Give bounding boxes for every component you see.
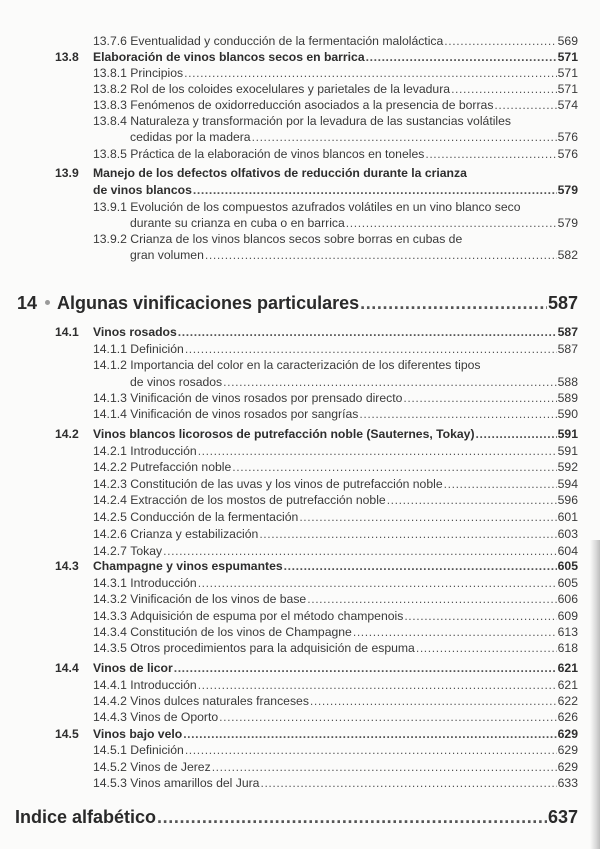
leader-dots [232, 459, 556, 475]
section-page: 621 [557, 661, 578, 675]
entry-title: Crianza de los vinos blancos secos sobre borras en cubas de [130, 232, 463, 246]
entry-number: 14.1.4 [93, 407, 127, 421]
entry-title: Vinos amarillos del Jura [130, 776, 260, 790]
leader-dots [198, 677, 557, 693]
leader-dots [260, 775, 556, 791]
chapter-number: 14 [17, 293, 38, 313]
toc-section[interactable] [0, 726, 600, 742]
toc-section[interactable] [0, 165, 600, 181]
toc-entry[interactable] [0, 693, 600, 709]
leader-dots [205, 247, 557, 263]
entry-title: Principios [130, 66, 184, 80]
leader-dots [360, 292, 547, 314]
toc-entry[interactable] [0, 97, 600, 113]
entry-page: 582 [557, 248, 578, 262]
leader-dots [185, 742, 557, 758]
entry-title-cont: cedidas por la madera [130, 130, 251, 144]
entry-title: Eventualidad y conducción de la fermentación maloláctica [130, 34, 444, 48]
entry-page: 604 [557, 544, 578, 558]
leader-dots [416, 640, 557, 656]
toc-entry-continuation[interactable] [0, 374, 600, 390]
entry-title: Adquisición de espuma por el método champenois [130, 609, 404, 623]
entry-page: 589 [557, 391, 578, 405]
toc-entry-continuation[interactable] [0, 129, 600, 145]
entry-title: Constitución de las uvas y los vinos de putrefacción noble [130, 477, 443, 491]
toc-entry[interactable] [0, 81, 600, 97]
entry-title: Conducción de la fermentación [130, 510, 299, 524]
entry-title: Introducción [130, 444, 197, 458]
entry-title-cont: durante su crianza en cuba o en barrica [130, 216, 345, 230]
leader-dots [212, 759, 557, 775]
entry-title: Fenómenos de oxidorreducción asociados a la presencia de borras [130, 98, 494, 112]
section-number: 13.9 [55, 166, 79, 180]
toc-entry[interactable] [0, 390, 600, 406]
entry-title: Importancia del color en la caracterización de los diferentes tipos [130, 358, 481, 372]
entry-title-cont: de vinos rosados [130, 375, 223, 389]
entry-number: 14.3.5 [93, 641, 127, 655]
section-title: Manejo de los defectos olfativos de reducción durante la crianza [93, 166, 467, 180]
toc-entry[interactable] [0, 459, 600, 475]
entry-title: Constitución de los vinos de Champagne [130, 625, 352, 639]
entry-page: 588 [557, 375, 578, 389]
toc-entry[interactable] [0, 543, 600, 559]
entry-page: 591 [557, 444, 578, 458]
entry-title: Crianza y estabilización [130, 527, 259, 541]
section-number: 13.8 [55, 50, 79, 64]
entry-page: 569 [557, 34, 578, 48]
leader-dots [183, 726, 556, 742]
entry-page: 579 [557, 216, 578, 230]
toc-entry[interactable] [0, 742, 600, 758]
toc-entry-continuation[interactable] [0, 247, 600, 263]
entry-page: 609 [557, 609, 578, 623]
toc-entry[interactable] [0, 406, 600, 422]
entry-page: 626 [557, 710, 578, 724]
entry-page: 594 [557, 477, 578, 491]
section-page: 629 [557, 727, 578, 741]
section-title: Champagne y vinos espumantes [93, 559, 283, 573]
entry-number: 14.5.2 [93, 760, 127, 774]
entry-title: Vinos de Oporto [130, 710, 219, 724]
toc-entry[interactable] [0, 591, 600, 607]
toc-entry[interactable] [0, 341, 600, 357]
toc-entry[interactable] [0, 575, 600, 591]
entry-number: 14.3.4 [93, 625, 127, 639]
leader-dots [353, 624, 557, 640]
leader-dots [404, 608, 556, 624]
entry-number: 14.4.1 [93, 678, 127, 692]
section-number: 14.1 [55, 325, 79, 339]
leader-dots [310, 693, 557, 709]
leader-dots [403, 390, 556, 406]
section-title: Vinos rosados [93, 325, 177, 339]
toc-entry-continuation[interactable] [0, 215, 600, 231]
entry-page: 605 [557, 576, 578, 590]
entry-page: 633 [557, 776, 578, 790]
entry-title: Rol de los coloides exocelulares y parietales de la levadura [130, 82, 451, 96]
leader-dots [444, 476, 557, 492]
section-page: 605 [557, 559, 578, 573]
entry-title: Práctica de la elaboración de vinos blancos en toneles [130, 147, 425, 161]
entry-number: 14.1.3 [93, 391, 127, 405]
leader-dots [157, 806, 547, 828]
entry-page: 601 [557, 510, 578, 524]
index-page: 637 [547, 807, 578, 827]
entry-page: 576 [557, 130, 578, 144]
entry-page: 571 [557, 82, 578, 96]
entry-number: 14.2.6 [93, 527, 127, 541]
entry-number: 14.2.4 [93, 493, 127, 507]
toc-entry[interactable] [0, 357, 600, 373]
section-page: 591 [557, 427, 578, 441]
section-page: 571 [557, 50, 578, 64]
entry-title: Vinificación de los vinos de base [130, 592, 307, 606]
entry-page: 622 [557, 694, 578, 708]
section-title-cont: de vinos blancos [93, 183, 192, 197]
leader-dots [444, 33, 556, 49]
section-page: 579 [557, 183, 578, 197]
leader-dots [366, 49, 557, 65]
toc-entry[interactable] [0, 509, 600, 525]
entry-number: 13.8.5 [93, 147, 127, 161]
leader-dots [346, 215, 557, 231]
entry-title: Tokay [130, 544, 163, 558]
toc-entry[interactable] [0, 113, 600, 129]
entry-title: Extracción de los mostos de putrefacción noble [130, 493, 386, 507]
toc-section[interactable] [0, 324, 600, 340]
index-title: Indice alfabético [15, 807, 157, 827]
toc-section[interactable] [0, 49, 600, 65]
entry-title: Introducción [130, 678, 197, 692]
entry-page: 596 [557, 493, 578, 507]
entry-number: 14.4.3 [93, 710, 127, 724]
entry-title: Definición [130, 342, 184, 356]
toc-entry[interactable] [0, 476, 600, 492]
entry-page: 587 [557, 342, 578, 356]
toc-entry[interactable] [0, 640, 600, 656]
leader-dots [494, 97, 556, 113]
entry-title: Introducción [130, 576, 197, 590]
entry-number: 14.2.5 [93, 510, 127, 524]
toc-entry[interactable] [0, 709, 600, 725]
section-title: Elaboración de vinos blancos secos en barrica [93, 50, 365, 64]
toc-entry[interactable] [0, 624, 600, 640]
chapter-page: 587 [547, 293, 578, 313]
toc-entry[interactable] [0, 65, 600, 81]
toc-section[interactable] [0, 558, 600, 574]
entry-page: 576 [557, 147, 578, 161]
entry-number: 13.9.2 [93, 232, 127, 246]
leader-dots [259, 526, 556, 542]
entry-title: Vinos dulces naturales franceses [130, 694, 309, 708]
section-number: 14.3 [55, 559, 79, 573]
entry-page: 621 [557, 678, 578, 692]
leader-dots [387, 492, 557, 508]
leader-dots [163, 543, 557, 559]
entry-page: 571 [557, 66, 578, 80]
entry-page: 629 [557, 760, 578, 774]
leader-dots [184, 65, 557, 81]
entry-title: Putrefacción noble [130, 460, 232, 474]
bullet-icon [45, 300, 50, 305]
entry-page: 613 [557, 625, 578, 639]
section-title: Vinos blancos licorosos de putrefacción noble (Sauternes, Tokay) [93, 427, 475, 441]
entry-page: 574 [557, 98, 578, 112]
leader-dots [425, 146, 556, 162]
section-title: Vinos de licor [93, 661, 173, 675]
entry-title: Naturaleza y transformación por la levadura de las sustancias volátiles [130, 114, 511, 128]
toc-entry[interactable] [0, 146, 600, 162]
entry-page: 590 [557, 407, 578, 421]
entry-number: 13.8.3 [93, 98, 127, 112]
entry-title-cont: gran volumen [130, 248, 204, 262]
leader-dots [198, 575, 557, 591]
leader-dots [198, 443, 557, 459]
leader-dots [174, 660, 557, 676]
toc-entry[interactable] [0, 759, 600, 775]
entry-number: 14.5.3 [93, 776, 127, 790]
entry-number: 13.8.4 [93, 114, 127, 128]
toc-entry[interactable] [0, 677, 600, 693]
entry-page: 603 [557, 527, 578, 541]
toc-entry[interactable] [0, 608, 600, 624]
toc-section-continuation[interactable] [0, 182, 600, 198]
section-number: 14.5 [55, 727, 79, 741]
entry-number: 13.8.1 [93, 66, 127, 80]
section-title: Vinos bajo velo [93, 727, 183, 741]
leader-dots [359, 406, 556, 422]
leader-dots [451, 81, 557, 97]
section-number: 14.4 [55, 661, 79, 675]
toc-entry[interactable] [0, 231, 600, 247]
entry-number: 14.2.1 [93, 444, 127, 458]
toc-index[interactable] [0, 806, 600, 828]
entry-number: 14.2.2 [93, 460, 127, 474]
entry-number: 14.1.1 [93, 342, 127, 356]
toc-entry[interactable] [0, 443, 600, 459]
entry-number: 14.2.7 [93, 544, 127, 558]
entry-number: 14.1.2 [93, 358, 127, 372]
entry-title: Otros procedimientos para la adquisición de espuma [130, 641, 415, 655]
section-number: 14.2 [55, 427, 79, 441]
entry-title: Evolución de los compuestos azufrados volátiles en un vino blanco seco [130, 200, 521, 214]
entry-page: 629 [557, 743, 578, 757]
entry-number: 14.4.2 [93, 694, 127, 708]
entry-page: 618 [557, 641, 578, 655]
leader-dots [476, 426, 557, 442]
entry-title: Vinificación de vinos rosados por sangrías [130, 407, 359, 421]
toc-entry[interactable] [0, 492, 600, 508]
entry-page: 592 [557, 460, 578, 474]
entry-title: Vinificación de vinos rosados por prensado directo [130, 391, 403, 405]
entry-number: 14.3.2 [93, 592, 127, 606]
entry-number: 14.5.1 [93, 743, 127, 757]
toc-entry[interactable] [0, 775, 600, 791]
toc-chapter[interactable] [0, 292, 600, 314]
leader-dots [284, 558, 557, 574]
leader-dots [193, 182, 557, 198]
entry-number: 13.7.6 [93, 34, 127, 48]
leader-dots [307, 591, 556, 607]
entry-page: 606 [557, 592, 578, 606]
toc-entry[interactable] [0, 526, 600, 542]
leader-dots [178, 324, 557, 340]
leader-dots [219, 709, 557, 725]
entry-title: Definición [130, 743, 184, 757]
leader-dots [223, 374, 557, 390]
entry-number: 14.2.3 [93, 477, 127, 491]
entry-number: 13.8.2 [93, 82, 127, 96]
toc-section[interactable] [0, 660, 600, 676]
section-page: 587 [557, 325, 578, 339]
entry-number: 14.3.1 [93, 576, 127, 590]
leader-dots [185, 341, 557, 357]
entry-title: Vinos de Jerez [130, 760, 211, 774]
entry-number: 13.9.1 [93, 200, 127, 214]
entry-number: 14.3.3 [93, 609, 127, 623]
leader-dots [252, 129, 557, 145]
toc-entry[interactable] [0, 33, 600, 49]
leader-dots [299, 509, 556, 525]
chapter-title: Algunas vinificaciones particulares [57, 293, 360, 313]
toc-entry[interactable] [0, 199, 600, 215]
toc-section[interactable] [0, 426, 600, 442]
